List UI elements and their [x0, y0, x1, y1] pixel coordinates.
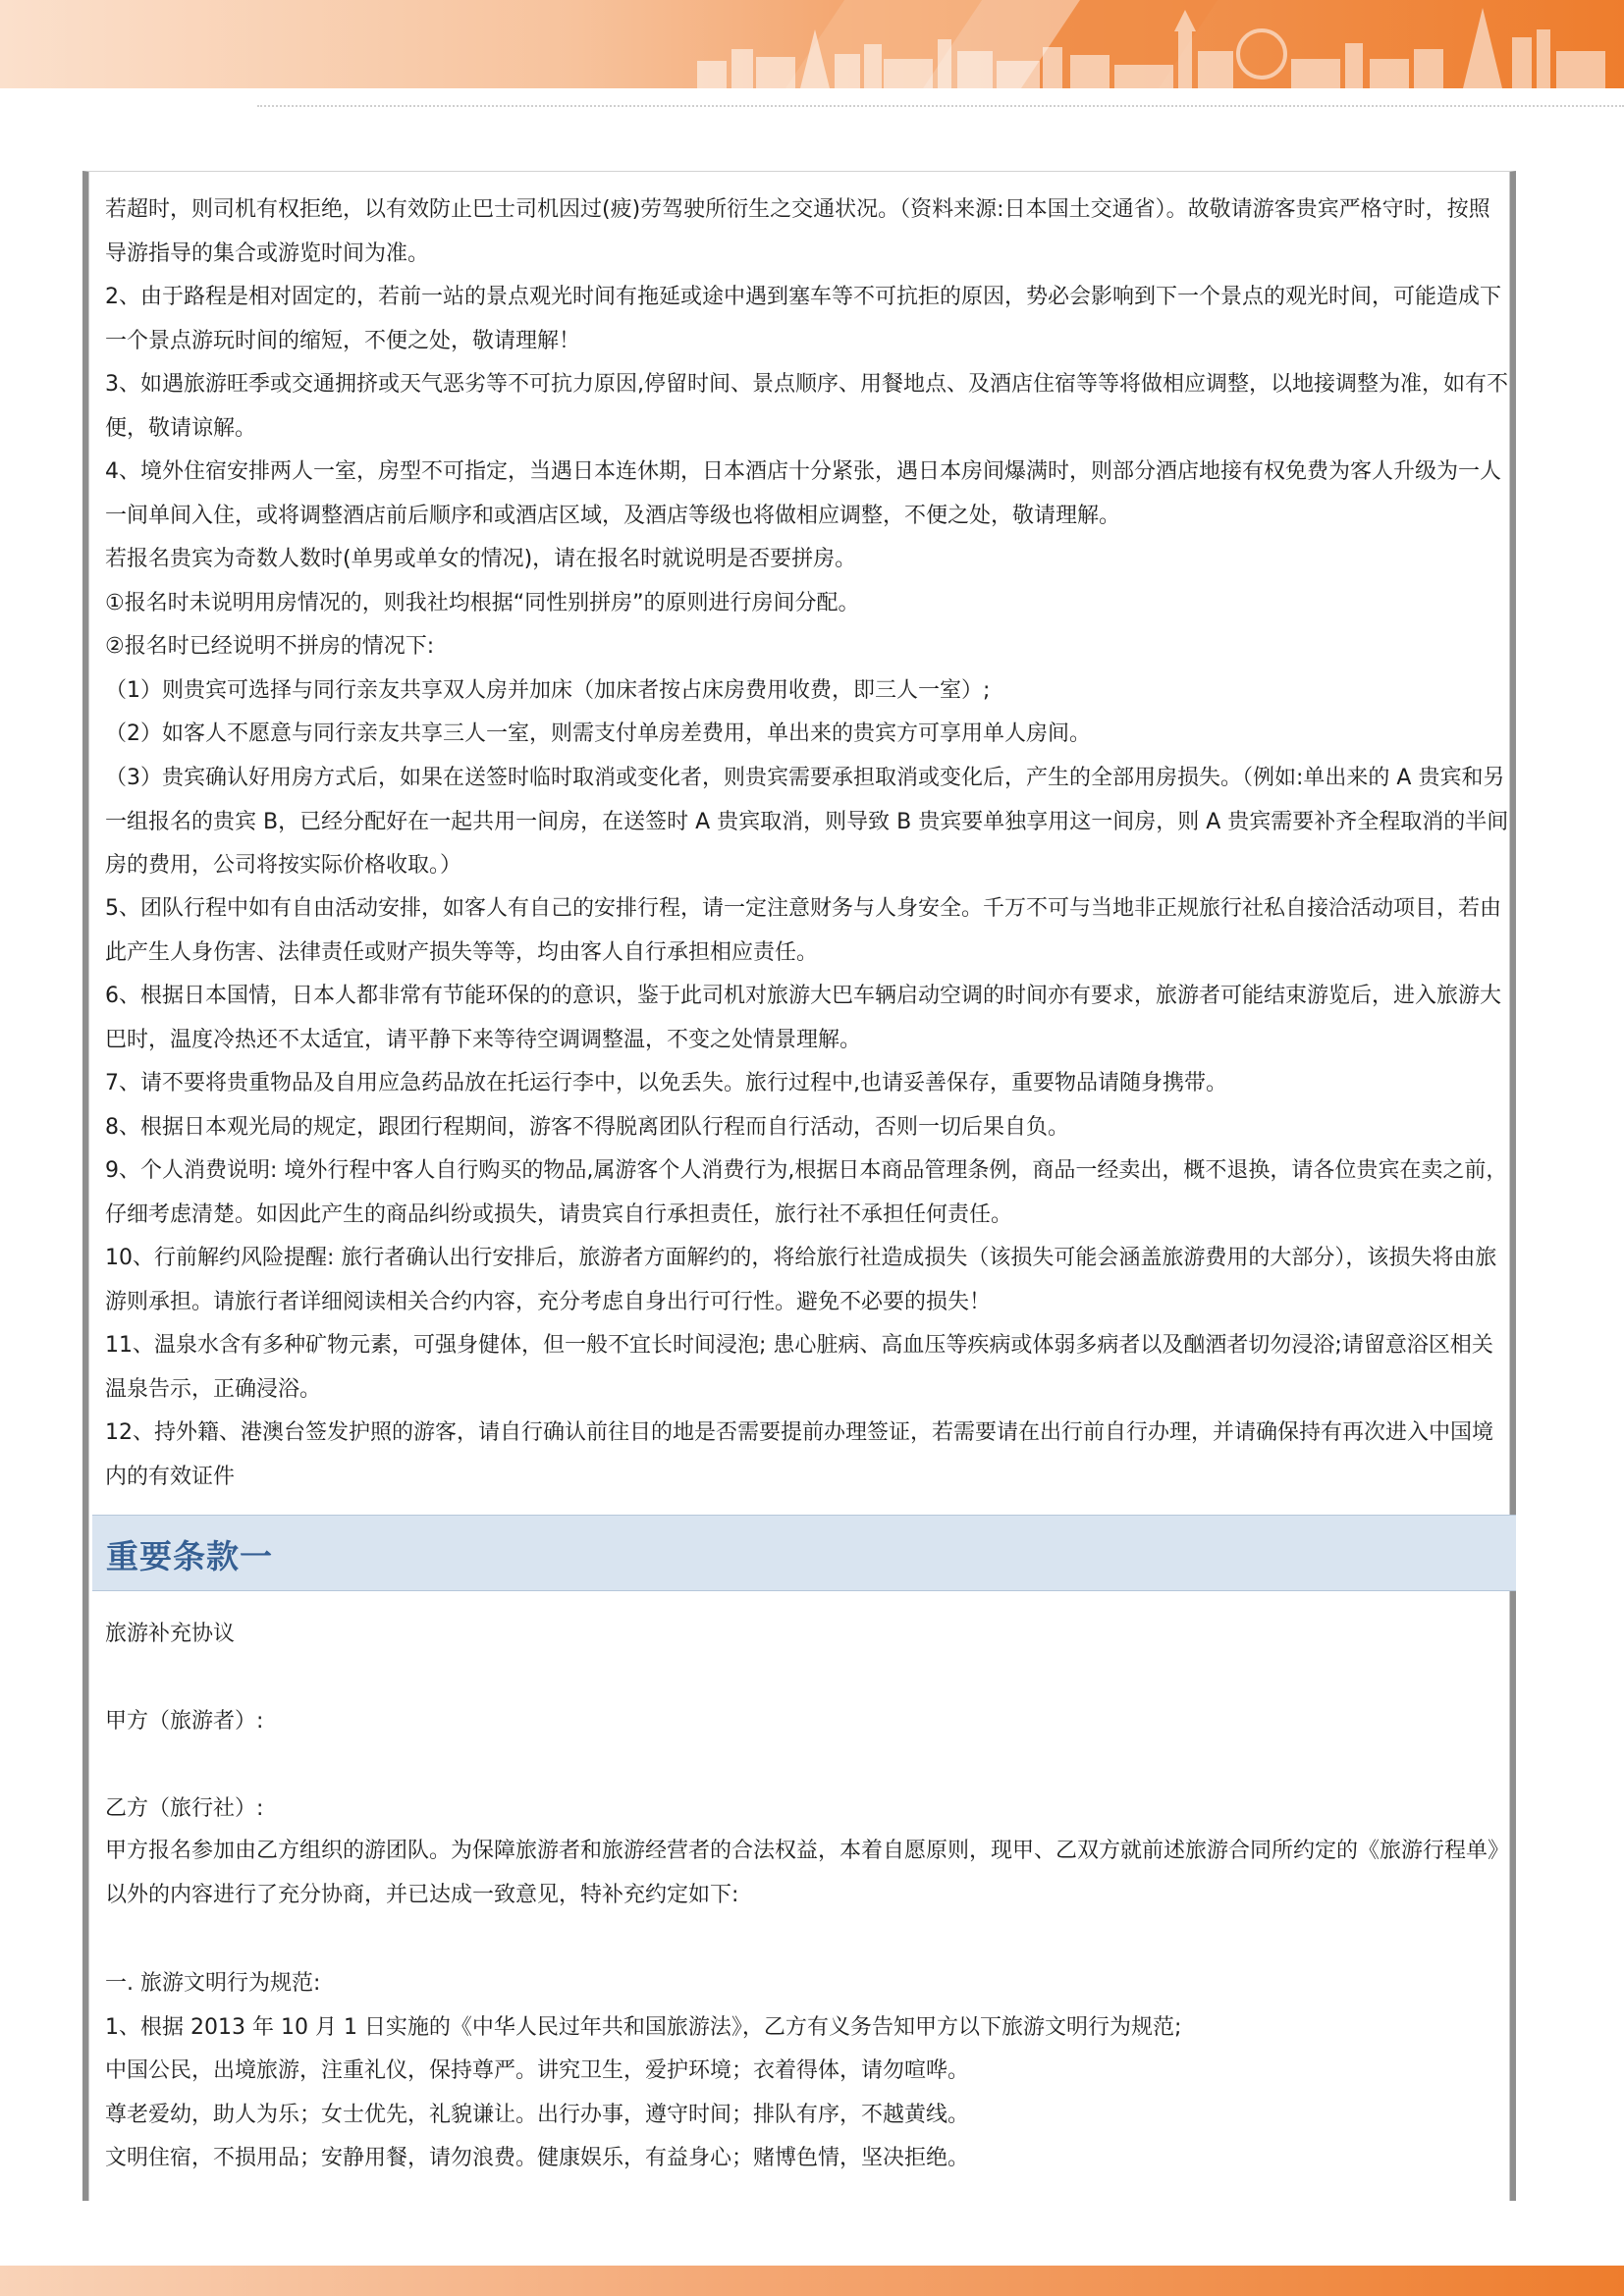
- header-band: [0, 0, 1624, 88]
- header-divider: [257, 105, 1624, 107]
- agreement-line: 中国公民，出境旅游，注重礼仪，保持尊严。讲究卫生，爱护环境；衣着得体，请勿喧哗。: [105, 2058, 970, 2083]
- agreement-line: 文明住宿，不损用品；安静用餐，请勿浪费。健康娱乐，有益身心；赌博色情，坚决拒绝。: [105, 2146, 970, 2170]
- note-paragraph: 9、个人消费说明: 境外行程中客人自行购买的物品,属游客个人消费行为,根据日本商品管理条例，商品一经卖出，概不退换，请各位贵宾在卖之前，仔细考虑清楚。如因此产生的商品纠纷或损失，请贵宾自行承担责任，旅行社不承担任何责任。: [105, 1158, 1508, 1227]
- note-paragraph: 6、根据日本国情，日本人都非常有节能环保的的意识，鉴于此司机对旅游大巴车辆启动空调的时间亦有要求，旅游者可能结束游览后，进入旅游大巴时，温度冷热还不太适宜，请平静下来等待空调调整温，不变之处情景理解。: [105, 984, 1502, 1052]
- agreement-intro: 甲方报名参加由乙方组织的游团队。为保障旅游者和旅游经营者的合法权益，本着自愿原则，现甲、乙双方就前述旅游合同所约定的《旅游行程单》以外的内容进行了充分协商，并已达成一致意见，特补充约定如下:: [105, 1839, 1510, 1907]
- note-paragraph: （3）贵宾确认好用房方式后，如果在送签时临时取消或变化者，则贵宾需要承担取消或变化后，产生的全部用房损失。（例如:单出来的 A 贵宾和另一组报名的贵宾 B，已经分配好在一起共用一间房，在送签时 A 贵宾取消，则导致 B 贵宾要单独享用这一间房，则 A 贵宾需要补齐全程取消的半间房的费用，公司将按实际价格收取。）: [105, 766, 1509, 878]
- note-paragraph: 2、由于路程是相对固定的，若前一站的景点观光时间有拖延或途中遇到塞车等不可抗拒的原因，势必会影响到下一个景点的观光时间，可能造成下一个景点游玩时间的缩短，不便之处，敬请理解！: [105, 285, 1502, 353]
- note-paragraph: 4、境外住宿安排两人一室，房型不可指定，当遇日本连休期，日本酒店十分紧张，遇日本房间爆满时，则部分酒店地接有权免费为客人升级为一人一间单间入住，或将调整酒店前后顺序和或酒店区域，及酒店等级也将做相应调整，不便之处，敬请理解。: [105, 459, 1502, 528]
- agreement-line: 尊老爱幼，助人为乐；女士优先，礼貌谦让。出行办事，遵守时间；排队有序，不越黄线。: [105, 2103, 970, 2127]
- content-panel-inner: [88, 172, 1510, 2201]
- section-header: [92, 1515, 1516, 1591]
- note-paragraph: （2）如客人不愿意与同行亲友共享三人一室，则需支付单房差费用，单出来的贵宾方可享用单人房间。: [105, 721, 1092, 746]
- note-paragraph: 若报名贵宾为奇数人数时(单男或单女的情况)，请在报名时就说明是否要拼房。: [105, 547, 857, 571]
- note-paragraph: 8、根据日本观光局的规定，跟团行程期间，游客不得脱离团队行程而自行活动，否则一切后果自负。: [105, 1115, 1070, 1140]
- note-paragraph: 5、团队行程中如有自由活动安排，如客人有自己的安排行程，请一定注意财务与人身安全。千万不可与当地非正规旅行社私自接洽活动项目，若由此产生人身伤害、法律责任或财产损失等等，均由客人自行承担相应责任。: [105, 896, 1502, 965]
- note-paragraph: 11、温泉水含有多种矿物元素，可强身健体，但一般不宜长时间浸泡; 患心脏病、高血压等疾病或体弱多病者以及酗酒者切勿浸浴;请留意浴区相关温泉告示，正确浸浴。: [105, 1333, 1493, 1402]
- agreement-item: 1、根据 2013 年 10 月 1 日实施的《中华人民过年共和国旅游法》，乙方有义务告知甲方以下旅游文明行为规范;: [105, 2015, 1182, 2040]
- footer-band: [0, 2266, 1624, 2296]
- agreement-heading: 旅游补充协议: [105, 1622, 236, 1646]
- city-skyline-icon: [0, 0, 1624, 88]
- note-paragraph: 12、持外籍、港澳台签发护照的游客，请自行确认前往目的地是否需要提前办理签证，若需要请在出行前自行办理，并请确保持有再次进入中国境内的有效证件: [105, 1420, 1493, 1489]
- note-paragraph: 7、请不要将贵重物品及自用应急药品放在托运行李中，以免丢失。旅行过程中,也请妥善保存，重要物品请随身携带。: [105, 1071, 1227, 1095]
- note-paragraph: ②报名时已经说明不拼房的情况下:: [105, 634, 435, 659]
- party-b-label: 乙方（旅行社）:: [105, 1796, 264, 1821]
- note-paragraph: 若超时，则司机有权拒绝，以有效防止巴士司机因过(疲)劳驾驶所衍生之交通状况。（资料来源:日本国土交通省）。故敬请游客贵宾严格守时，按照导游指导的集合或游览时间为准。: [105, 197, 1490, 266]
- note-paragraph: 3、如遇旅游旺季或交通拥挤或天气恶劣等不可抗力原因,停留时间、景点顺序、用餐地点、及酒店住宿等等将做相应调整，以地接调整为准，如有不便，敬请谅解。: [105, 372, 1508, 441]
- party-a-label: 甲方（旅游者）:: [105, 1709, 264, 1734]
- note-paragraph: ①报名时未说明用房情况的，则我社均根据“同性别拼房”的原则进行房间分配。: [105, 591, 860, 615]
- note-paragraph: 10、行前解约风险提醒: 旅行者确认出行安排后，旅游者方面解约的，将给旅行社造成损失（该损失可能会涵盖旅游费用的大部分），该损失将由旅游则承担。请旅行者详细阅读相关合约内容，充分考虑自身出行可行性。避免不必要的损失！: [105, 1246, 1497, 1314]
- content-panel: [82, 171, 1516, 2201]
- note-paragraph: （1）则贵宾可选择与同行亲友共享双人房并加床（加床者按占床房费用收费，即三人一室）;: [105, 678, 991, 703]
- part1-title: 一. 旅游文明行为规范:: [105, 1971, 321, 1996]
- section-title: 重要条款一: [106, 1537, 273, 1575]
